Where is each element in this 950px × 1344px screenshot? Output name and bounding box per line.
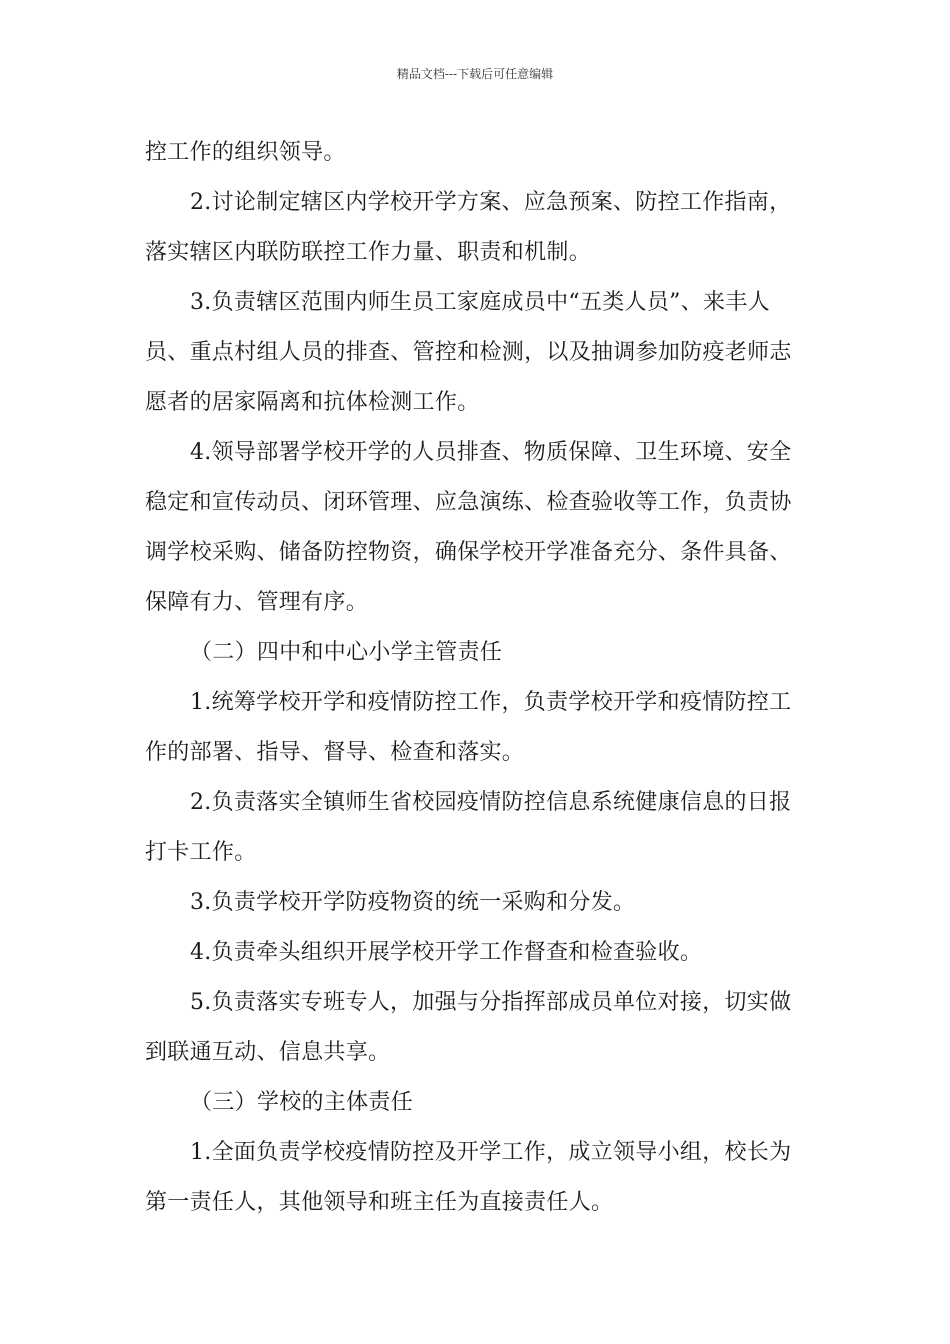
text-line: 1.统筹学校开学和疫情防控工作，负责学校开学和疫情防控工: [190, 690, 792, 715]
text-line: 2.负责落实全镇师生省校园疫情防控信息系统健康信息的日报: [190, 790, 792, 815]
document-body: [145, 128, 810, 1228]
text-line: 打卡工作。: [145, 840, 257, 865]
text-line: 4.负责牵头组织开展学校开学工作督查和检查验收。: [190, 940, 703, 965]
text-line: 调学校采购、储备防控物资，确保学校开学准备充分、条件具备、: [145, 540, 792, 565]
text-line: 第一责任人，其他领导和班主任为直接责任人。: [145, 1190, 614, 1215]
text-line: 落实辖区内联防联控工作力量、职责和机制。: [145, 240, 592, 265]
text-line: 作的部署、指导、督导、检查和落实。: [145, 740, 525, 765]
section-heading: （三）学校的主体责任: [190, 1090, 414, 1115]
text-line: 3.负责辖区范围内师生员工家庭成员中“五类人员”、来丰人: [190, 290, 770, 315]
text-line: 保障有力、管理有序。: [145, 590, 369, 615]
text-line: 5.负责落实专班专人，加强与分指挥部成员单位对接，切实做: [190, 990, 792, 1015]
text-line: 稳定和宣传动员、闭环管理、应急演练、检查验收等工作，负责协: [145, 490, 792, 515]
text-line: 员、重点村组人员的排查、管控和检测，以及抽调参加防疫老师志: [145, 340, 792, 365]
section-heading: （二）四中和中心小学主管责任: [190, 640, 503, 665]
text-line: 2.讨论制定辖区内学校开学方案、应急预案、防控工作指南，: [190, 190, 792, 215]
page-header: 精品文档---下载后可任意编辑: [396, 67, 554, 81]
text-line: 到联通互动、信息共享。: [145, 1040, 391, 1065]
text-line: 愿者的居家隔离和抗体检测工作。: [145, 390, 480, 415]
text-line: 3.负责学校开学防疫物资的统一采购和分发。: [190, 890, 636, 915]
text-line: 控工作的组织领导。: [145, 140, 346, 165]
text-line: 4.领导部署学校开学的人员排查、物质保障、卫生环境、安全: [190, 440, 792, 465]
text-line: 1.全面负责学校疫情防控及开学工作，成立领导小组，校长为: [190, 1140, 792, 1165]
